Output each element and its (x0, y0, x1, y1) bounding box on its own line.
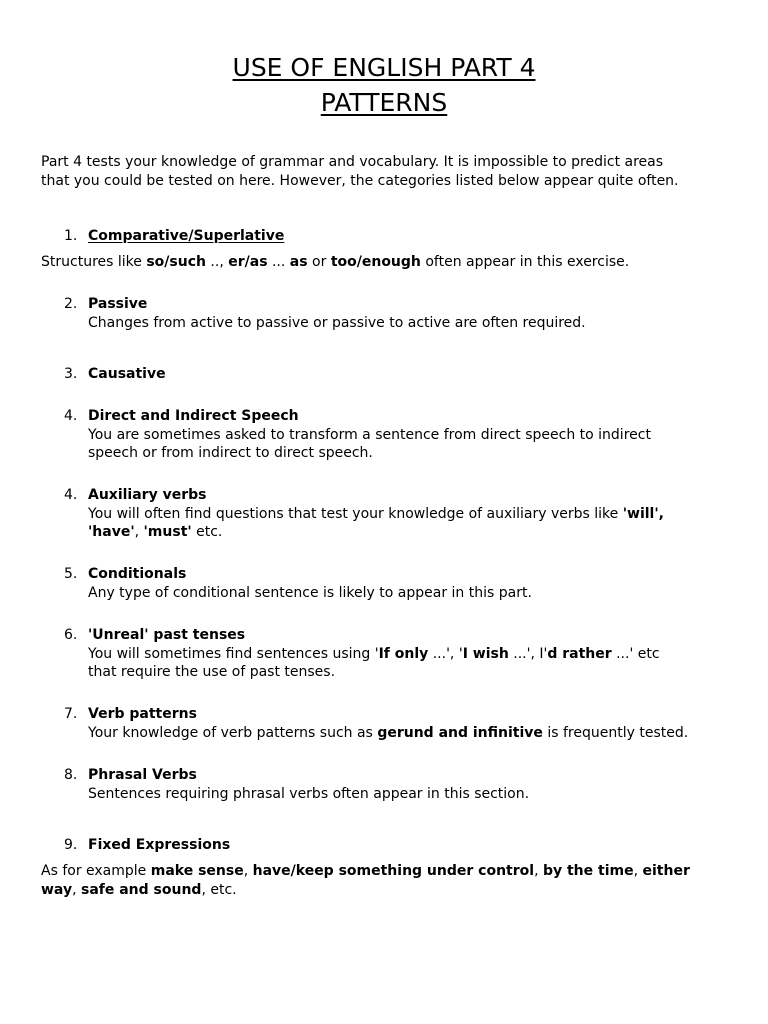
item-heading: Comparative/Superlative (88, 228, 285, 244)
item-heading: Verb patterns (88, 706, 197, 722)
item-text: way, safe and sound, etc. (41, 882, 237, 898)
item-number: 6. (64, 627, 78, 643)
item-number: 2. (64, 296, 78, 312)
item-text: Any type of conditional sentence is likely to appear in this part. (88, 585, 532, 601)
item-text: You are sometimes asked to transform a sentence from direct speech to indirect (88, 427, 651, 443)
item-text: 'have', 'must' etc. (88, 524, 223, 540)
item-heading: Causative (88, 366, 166, 382)
item-heading: 'Unreal' past tenses (88, 627, 246, 643)
item-number: 8. (64, 767, 78, 783)
item-number: 4. (64, 408, 78, 424)
item-number: 7. (64, 706, 78, 722)
item-text: As for example make sense, have/keep something under control, by the time, either (41, 863, 690, 879)
item-text: You will sometimes find sentences using 'If only ...', 'I wish ...', I'd rather ...' etc (88, 646, 660, 662)
item-number: 1. (64, 228, 78, 244)
item-text: that require the use of past tenses. (88, 664, 336, 680)
page-title: USE OF ENGLISH PART 4 (232, 53, 536, 82)
intro-line-2: that you could be tested on here. However, the categories listed below appear quite often. (41, 173, 679, 189)
item-number: 9. (64, 837, 78, 853)
item-heading: Phrasal Verbs (88, 767, 197, 783)
item-text: You will often find questions that test your knowledge of auxiliary verbs like 'will', (88, 506, 664, 522)
item-heading: Direct and Indirect Speech (88, 408, 299, 424)
page-subtitle: PATTERNS (320, 88, 448, 117)
item-text: Structures like so/such .., er/as ... as or too/enough often appear in this exercise. (41, 254, 630, 270)
item-number: 3. (64, 366, 78, 382)
item-number: 5. (64, 566, 78, 582)
item-heading: Passive (88, 296, 148, 312)
item-heading: Conditionals (88, 566, 187, 582)
item-text: Sentences requiring phrasal verbs often appear in this section. (88, 786, 530, 802)
item-text: Your knowledge of verb patterns such as gerund and infinitive is frequently tested. (88, 725, 689, 741)
item-number: 4. (64, 487, 78, 503)
item-text: speech or from indirect to direct speech. (88, 445, 373, 461)
item-heading: Auxiliary verbs (88, 487, 207, 503)
item-text: Changes from active to passive or passive to active are often required. (88, 315, 586, 331)
intro-line-1: Part 4 tests your knowledge of grammar and vocabulary. It is impossible to predict areas (41, 154, 664, 170)
item-heading: Fixed Expressions (88, 837, 231, 853)
